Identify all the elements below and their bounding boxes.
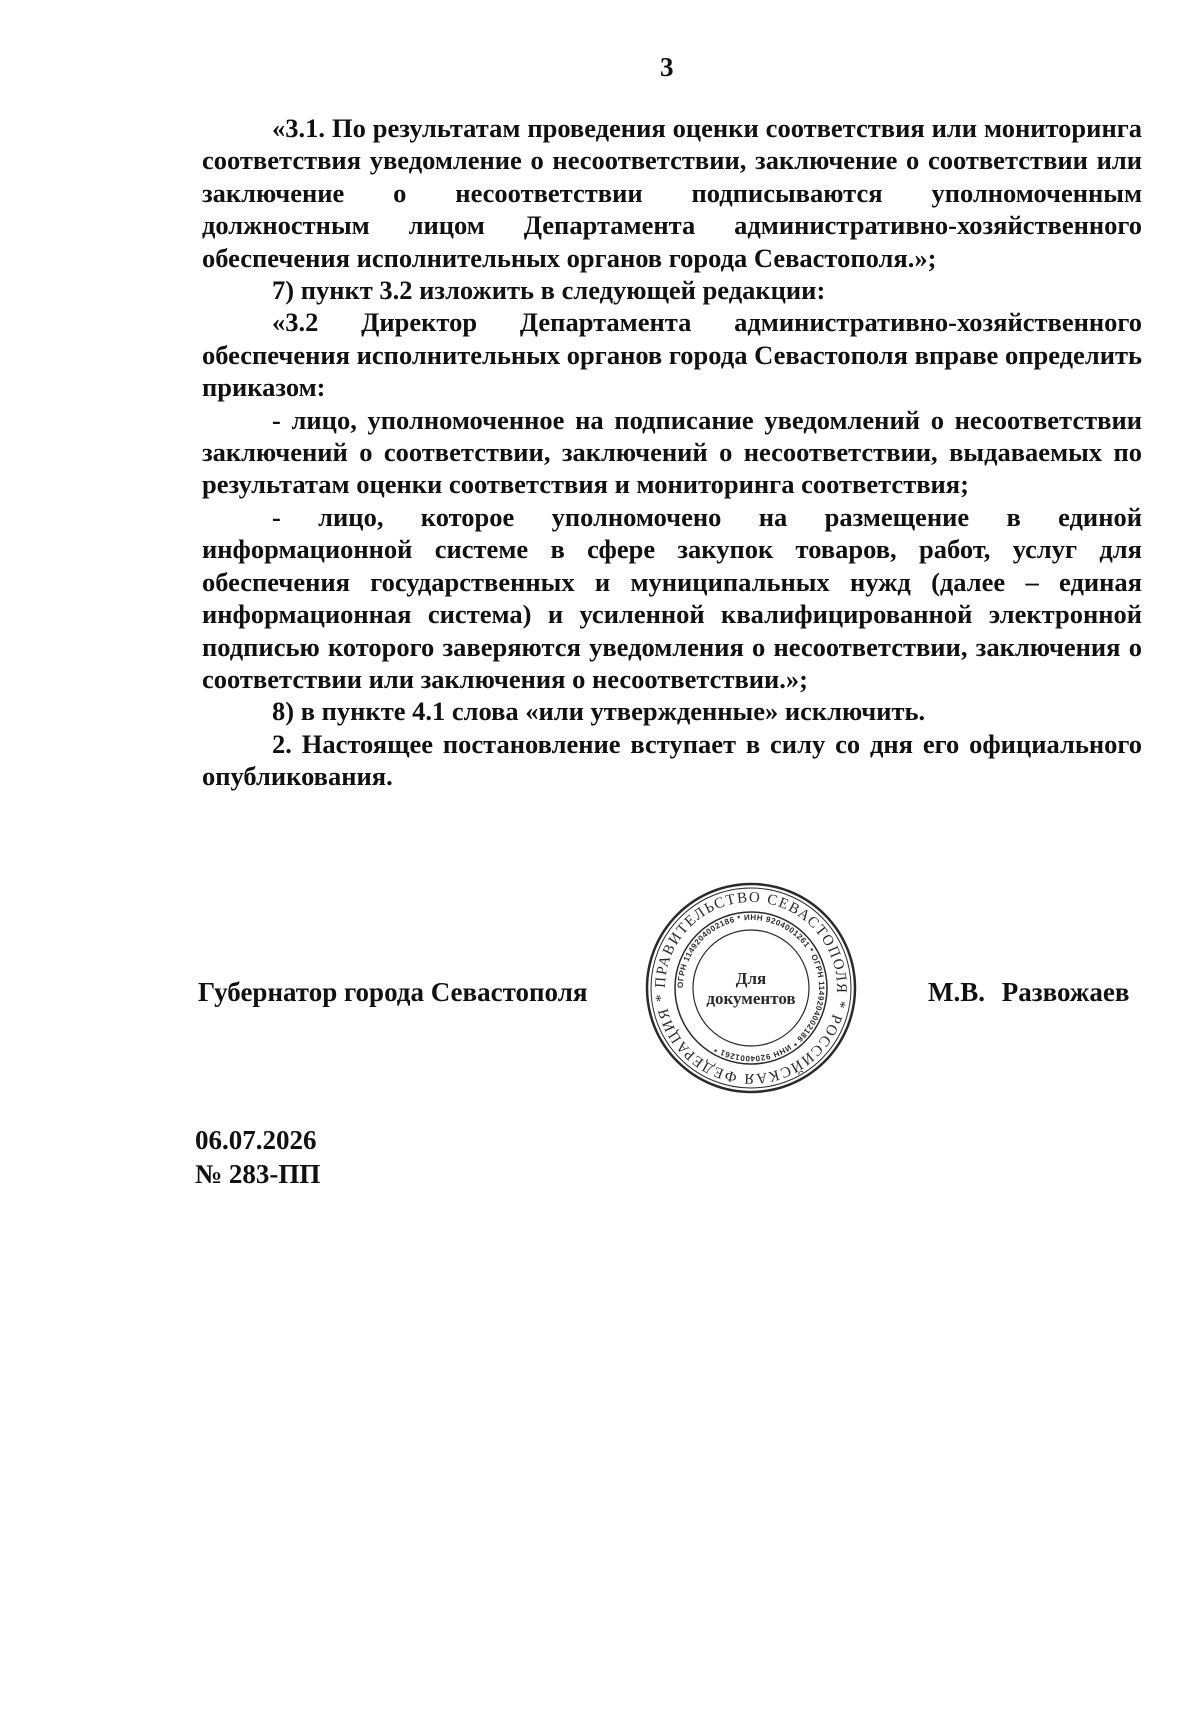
- official-seal: [643, 880, 859, 1096]
- seal-ring-3: [675, 912, 827, 1064]
- document-number: № 283-ПП: [195, 1159, 321, 1189]
- paragraph-item-7: 7) пункт 3.2 изложить в следующей редакции:: [272, 275, 826, 306]
- seal-center-line-1: Для: [735, 969, 767, 988]
- paragraph-item-8: 8) в пункте 4.1 слова «или утвержденные» исключить.: [272, 696, 926, 727]
- paragraph-2-effective: 2. Настоящее постановление вступает в силу со дня его официального опубликования.: [202, 728, 1142, 792]
- seal-ring-4: [693, 930, 809, 1046]
- document-body: [202, 112, 1142, 793]
- document-date: 06.07.2026: [195, 1125, 317, 1155]
- signatory-title: Губернатор города Севастополя: [198, 977, 588, 1007]
- paragraph-bullet-2: - лицо, которое уполномочено на размещение в единой информационной системе в сфере закупок товаров, работ, услуг для обеспечения государственных и муниципальных нужд (далее – единая информационная система) и усиленной квалифицированной электронной подписью которого заверяются уведомления о несоответствии, заключения о соответствии или заключения о несоответствии.»;: [202, 501, 1142, 694]
- paragraph-3-2: «3.2 Директор Департамента административно-хозяйственного обеспечения исполнительных органов города Севастополя вправе определить приказом:: [202, 307, 1142, 403]
- page-number: 3: [660, 52, 674, 82]
- paragraph-bullet-1: - лицо, уполномоченное на подписание уведомлений о несоответствии заключений о соответствии, заключений о несоответствии, выдаваемых по результатам оценки соответствия и мониторинга соответствия;: [202, 404, 1142, 500]
- signatory-name: М.В. Развожаев: [928, 977, 1130, 1007]
- seal-inner-text: ОГРН 1149204002186 * ИНН 9204001261 * ОГРН 1149204002186 * ИНН 9204001261 *: [675, 912, 827, 1064]
- paragraph-3-1: «3.1. По результатам проведения оценки соответствия или мониторинга соответствия уведомление о несоответствии, заключение о соответствии или заключение о несоответствии подписываются уполномоченным должностным лицом Департамента административно-хозяйственного обеспечения исполнительных органов города Севастополя.»;: [202, 113, 1142, 273]
- seal-outer-text: ПРАВИТЕЛЬСТВО СЕВАСТОПОЛЯ * РОССИЙСКАЯ ФЕДЕРАЦИЯ *: [652, 889, 850, 1087]
- seal-center-line-2: документов: [706, 989, 796, 1008]
